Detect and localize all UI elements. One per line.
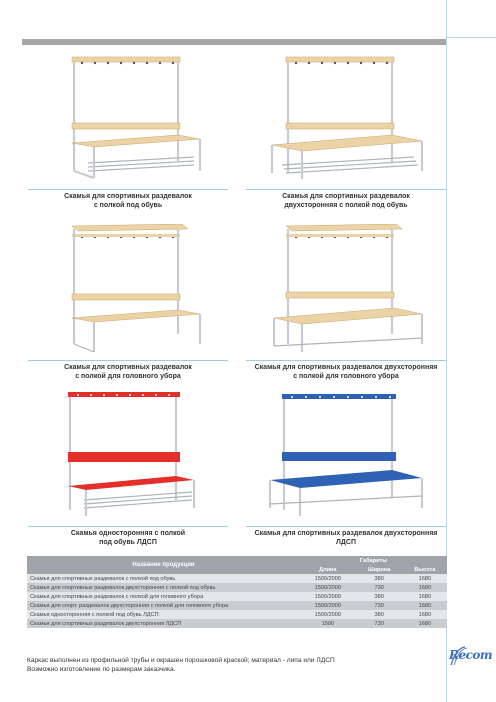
header-height: Высота [403,565,447,574]
caption-line-2: под обувь ЛДСП [99,539,157,546]
caption-divider [246,526,446,527]
caption-line-2: с полкой под обувь [93,202,163,209]
row-name: Скамья для спортивных раздевалок с полкой под обувь [27,574,300,583]
row-name: Скамья односторонняя с полкой под обувь ЛДСП [27,610,300,619]
bench-image-6 [246,388,446,523]
row-height: 1680 [403,592,447,601]
caption-line-1: Скамья для спортивных раздевалок [282,193,410,200]
row-width: 380 [356,592,403,601]
caption-divider [246,360,446,361]
row-height: 1680 [403,610,447,619]
bench-image-4 [246,224,446,359]
caption-divider [28,526,228,527]
row-length: 1500 [300,619,356,628]
note-line-1: Каркас выполнен из профильной трубы и окрашен порошковой краской; материал - липа или ЛДСП [27,657,335,664]
row-height: 1680 [403,619,447,628]
header-dimensions: Габариты [300,556,447,565]
table-row [27,610,447,619]
product-caption-1 [28,192,228,210]
row-length: 1500/2000 [300,601,356,610]
header-product-name: Название продукции [27,556,300,574]
row-width: 380 [356,574,403,583]
product-caption-6 [246,529,446,547]
bench-image-1 [28,53,228,188]
table-row [27,583,447,592]
margin-tick [446,37,496,38]
logo-text: Recom [449,648,493,662]
caption-line-1: Скамья для спортивных раздевалок двухсторонняя [254,530,438,537]
caption-divider [28,189,228,190]
caption-line-2: с полкой для головного убора [75,373,181,380]
footer-note [27,656,335,674]
caption-line-1: Скамья для спортивных раздевалок [64,364,192,371]
bench-image-3 [28,224,228,359]
header-length: Длина [300,565,356,574]
product-caption-5 [28,529,228,547]
header-bar [22,39,446,45]
bench-image-2 [246,53,446,188]
caption-line-2: с полкой для головного убора [293,373,399,380]
table-row [27,574,447,583]
row-name: Скамья для спортивных раздевалок с полкой для головного убора [27,592,300,601]
row-length: 1500/2000 [300,610,356,619]
row-width: 730 [356,601,403,610]
row-name: Скамья для спортивных раздевалок двухсторонняя с полкой под обувь [27,583,300,592]
caption-line-2: двухсторонняя с полкой под обувь [284,202,408,209]
bench-image-5 [28,388,228,523]
caption-line-1: Скамья односторонняя с полкой [70,530,186,537]
header-width: Ширина [356,565,403,574]
row-height: 1680 [403,574,447,583]
table-row [27,592,447,601]
row-name: Скамья для спорт. раздевалок двухсторонняя с полкой для головного убора [27,601,300,610]
caption-divider [28,360,228,361]
table-row [27,601,447,610]
product-caption-2 [246,192,446,210]
row-name: Скамья для спортивных раздевалок двухсторонняя ЛДСП [27,619,300,628]
row-length: 1500/2000 [300,592,356,601]
caption-line-2: ЛДСП [336,539,356,546]
table-row [27,619,447,628]
row-length: 1500/2000 [300,583,356,592]
caption-divider [246,189,446,190]
row-height: 1680 [403,601,447,610]
recom-logo [449,645,493,667]
caption-line-1: Скамья для спортивных раздевалок двухсторонняя [254,364,438,371]
row-width: 380 [356,610,403,619]
dimensions-table [27,556,447,628]
row-length: 1500/2000 [300,574,356,583]
caption-line-1: Скамья для спортивных раздевалок [64,193,192,200]
row-height: 1680 [403,583,447,592]
row-width: 730 [356,619,403,628]
product-caption-3 [28,363,228,381]
row-width: 730 [356,583,403,592]
note-line-2: Возможно изготовление по размерам заказчика. [27,666,176,673]
product-caption-4 [246,363,446,381]
